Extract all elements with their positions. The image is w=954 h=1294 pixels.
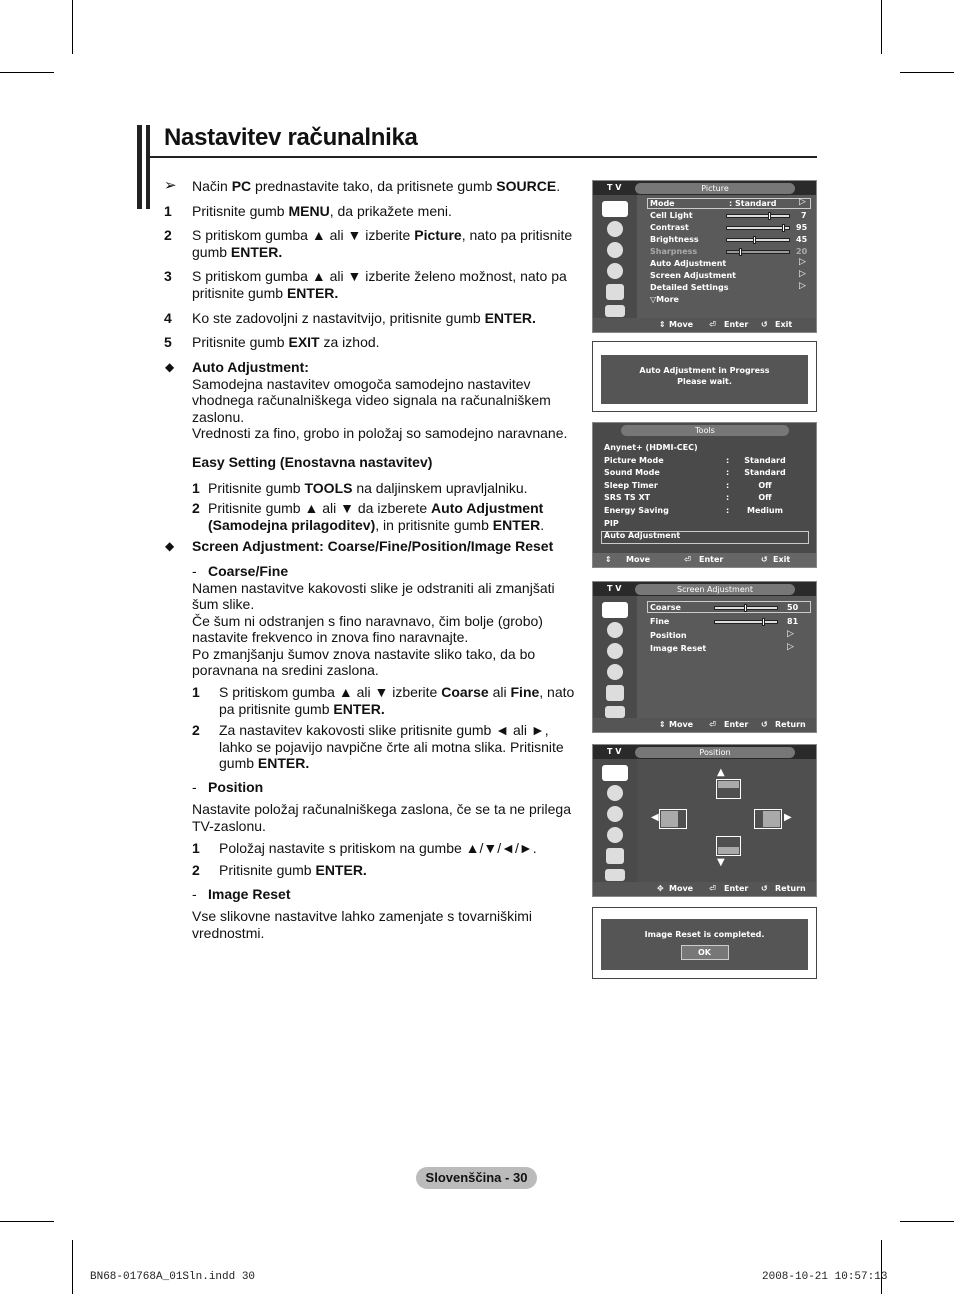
- tools-row-label[interactable]: SRS TS XT: [604, 493, 651, 503]
- picture-icon: [602, 765, 628, 781]
- step-number: 2: [164, 227, 172, 243]
- osd-row-fine: Fine: [650, 617, 670, 626]
- step-text: S pritiskom gumba ▲ ali ▼ izberite Coarse ali Fine, nato pa pritisnite gumb ENTER.: [219, 684, 575, 717]
- enter-icon: ⏎: [709, 320, 716, 329]
- foot-move: Move: [626, 555, 651, 564]
- sound-icon: [607, 785, 623, 801]
- osd-row-brightness: Brightness: [650, 235, 699, 244]
- osd-row-more[interactable]: ▽More: [650, 295, 679, 304]
- position-heading: Position: [208, 779, 264, 795]
- osd-footer: [593, 718, 816, 732]
- image-reset-text: Vse slikovne nastavitve lahko zamenjate s tovarniškimi vrednostmi.: [192, 908, 533, 941]
- ok-button[interactable]: OK: [681, 945, 729, 960]
- tools-row-value: Standard: [744, 455, 786, 465]
- title-rule: [150, 156, 817, 158]
- input-icon: [606, 685, 624, 701]
- dash: -: [192, 779, 197, 795]
- osd-tv-label: T V: [607, 584, 622, 593]
- step-number: 2: [192, 862, 200, 878]
- exit-icon: ↺: [761, 320, 768, 329]
- osd-row-detailed-settings[interactable]: Detailed Settings: [650, 283, 729, 292]
- osd-body: [637, 759, 816, 884]
- popup-line: Auto Adjustment in Progress: [639, 366, 770, 375]
- step-number: 3: [164, 268, 172, 284]
- return-icon: ↺: [761, 720, 768, 729]
- coarse-bar: [714, 606, 778, 610]
- step-number: 1: [164, 203, 172, 219]
- step-number: 1: [192, 684, 200, 700]
- step-number: 2: [192, 722, 200, 738]
- bullet-icon: ◆: [165, 539, 175, 553]
- osd-row-auto-adjustment[interactable]: Auto Adjustment: [650, 259, 727, 268]
- chevron-right-icon: ▷: [799, 269, 806, 279]
- channel-icon: [607, 242, 623, 258]
- channel-icon: [607, 806, 623, 822]
- slug-file: BN68-01768A_01Sln.indd 30: [90, 1271, 256, 1283]
- contrast-bar: [726, 226, 790, 230]
- foot-enter: Enter: [724, 320, 749, 329]
- auto-adjustment-popup: [592, 341, 817, 412]
- brightness-bar: [726, 238, 790, 242]
- foot-return: Return: [775, 884, 806, 893]
- tools-row-sep: :: [726, 493, 730, 503]
- step-text: Pritisnite gumb TOOLS na daljinskem upravljalniku.: [208, 480, 528, 496]
- step-text: S pritiskom gumba ▲ ali ▼ izberite Picture, nato pa pritisnite gumb ENTER.: [192, 227, 573, 260]
- application-icon: [605, 305, 625, 317]
- crop-mark: [881, 0, 882, 54]
- step-text: S pritiskom gumba ▲ ali ▼ izberite želeno možnost, nato pa pritisnite gumb ENTER.: [192, 268, 567, 301]
- osd-row-cell-light: Cell Light: [650, 211, 693, 220]
- step-text: Ko ste zadovoljni z nastavitvijo, pritisnite gumb ENTER.: [192, 310, 536, 326]
- osd-row-position[interactable]: Position: [650, 631, 687, 640]
- foot-enter: Enter: [724, 720, 749, 729]
- chevron-right-icon: ▷: [787, 642, 794, 652]
- tools-row-sep: :: [726, 480, 730, 490]
- foot-return: Return: [775, 720, 806, 729]
- step-number: 1: [192, 840, 200, 856]
- crop-mark: [0, 72, 54, 73]
- osd-body: [637, 596, 816, 720]
- osd-row-mode-value: : Standard: [729, 199, 777, 208]
- dash: -: [192, 563, 197, 579]
- step-text: Pritisnite gumb MENU, da prikažete meni.: [192, 203, 452, 219]
- foot-enter: Enter: [699, 555, 724, 564]
- bullet-icon: ◆: [165, 360, 175, 374]
- foot-move: Move: [669, 320, 694, 329]
- arrow-left-icon[interactable]: ◀: [651, 812, 659, 823]
- osd-title: Position: [635, 747, 795, 758]
- return-icon: ↺: [761, 884, 768, 893]
- slug-date: 2008-10-21 10:57:13: [762, 1271, 888, 1283]
- osd-screen-adjustment-menu: [592, 581, 817, 733]
- application-icon: [605, 706, 625, 718]
- foot-exit: Exit: [775, 320, 793, 329]
- dash: -: [192, 886, 197, 902]
- coarse-fine-section: Coarse/Fine Namen nastavitve kakovosti slike je odstraniti ali zmanjšati šum slike. Če šum ni odstranjen s fino naravnavo, čim bolje (grobo) nastavite frekvenco in znova fino naravnajte. Po zmanjšanju šumov znova nastavite sliko tako, da bo poravnana na sredini zaslona.: [192, 563, 555, 678]
- move-icon: ⇕: [605, 555, 612, 564]
- arrow-down-icon[interactable]: ▼: [717, 857, 725, 868]
- osd-sidebar: [593, 596, 637, 720]
- screen-adjustment-heading: Screen Adjustment: Coarse/Fine/Position/Image Reset: [192, 538, 554, 554]
- tools-row-label[interactable]: Picture Mode: [604, 455, 664, 465]
- setup-icon: [607, 664, 623, 680]
- osd-row-cell-light-value: 7: [801, 211, 807, 220]
- position-frame-bottom: [716, 836, 741, 856]
- osd-row-sharpness-value: 20: [796, 247, 808, 256]
- foot-exit: Exit: [773, 555, 791, 564]
- sound-icon: [607, 622, 623, 638]
- tools-row-label[interactable]: Anynet+ (HDMI-CEC): [604, 443, 698, 452]
- crop-mark: [900, 72, 954, 73]
- step-number: 5: [164, 334, 172, 350]
- osd-footer: [593, 318, 816, 332]
- crop-mark: [72, 1240, 73, 1294]
- osd-title: Screen Adjustment: [635, 584, 795, 595]
- input-icon: [606, 284, 624, 300]
- foot-move: Move: [669, 720, 694, 729]
- fine-bar: [714, 620, 778, 624]
- image-reset-heading: Image Reset: [208, 886, 291, 902]
- chevron-right-icon: ▷: [799, 281, 806, 291]
- title-bar-decoration: [146, 125, 150, 209]
- tools-row-label[interactable]: PIP: [604, 518, 619, 528]
- chevron-right-icon: ▷: [799, 257, 806, 267]
- tools-row-label[interactable]: Energy Saving: [604, 506, 669, 515]
- foot-enter: Enter: [724, 884, 749, 893]
- tools-row-label[interactable]: Auto Adjustment: [604, 531, 681, 541]
- osd-picture-menu: [592, 180, 817, 333]
- input-icon: [606, 848, 624, 864]
- auto-adjustment-section: Auto Adjustment: Samodejna nastavitev omogoča samodejno nastavitev vhodnega računalniškega video signala na računalniškem zaslonu. Vrednosti za fino, grobo in položaj so samodejno naravnane.: [192, 359, 568, 441]
- osd-row-image-reset[interactable]: Image Reset: [650, 644, 707, 653]
- intro-note: Način PC prednastavite tako, da pritisnete gumb SOURCE.: [192, 178, 561, 194]
- page-title: Nastavitev računalnika: [164, 124, 418, 151]
- arrow-right-icon[interactable]: ▶: [784, 812, 792, 823]
- cell-light-bar: [726, 214, 790, 218]
- step-text: Za nastavitev kakovosti slike pritisnite gumb ◄ ali ►, lahko se pojavijo navpične črte ali motna slika. Pritisnite gumb ENTER.: [219, 722, 564, 771]
- enter-icon: ⏎: [709, 884, 716, 893]
- osd-row-coarse: Coarse: [650, 603, 681, 612]
- title-bar-decoration: [137, 125, 142, 209]
- osd-row-contrast-value: 95: [796, 223, 808, 232]
- exit-icon: ↺: [761, 555, 768, 564]
- tools-row-value: Medium: [747, 506, 783, 515]
- move-icon: ⇕: [659, 320, 666, 329]
- osd-sidebar: [593, 195, 637, 320]
- popup-line: Please wait.: [677, 377, 732, 386]
- setup-icon: [607, 827, 623, 843]
- easy-setting-heading: Easy Setting (Enostavna nastavitev): [192, 454, 433, 470]
- enter-icon: ⏎: [684, 555, 691, 564]
- tools-row-value: Standard: [744, 468, 786, 478]
- step-number: 4: [164, 310, 172, 326]
- intro-arrow: ➢: [164, 177, 177, 194]
- osd-row-coarse-value: 50: [787, 603, 799, 612]
- tools-row-label[interactable]: Sleep Timer: [604, 480, 658, 490]
- enter-icon: ⏎: [709, 720, 716, 729]
- osd-row-sharpness: Sharpness: [650, 247, 698, 256]
- crop-mark: [0, 1221, 54, 1222]
- osd-tools-menu: [592, 422, 817, 568]
- crop-mark: [900, 1221, 954, 1222]
- channel-icon: [607, 643, 623, 659]
- chevron-right-icon: ▷: [799, 197, 806, 207]
- position-frame-right: [754, 809, 782, 829]
- crop-mark: [881, 1240, 882, 1294]
- osd-tv-label: T V: [607, 183, 622, 192]
- tools-row-label[interactable]: Sound Mode: [604, 468, 660, 478]
- tools-row-sep: :: [726, 506, 730, 515]
- osd-tv-label: T V: [607, 747, 622, 756]
- step-text: Pritisnite gumb ENTER.: [219, 862, 367, 878]
- osd-body: [637, 195, 816, 320]
- picture-icon: [602, 201, 628, 217]
- osd-row-brightness-value: 45: [796, 235, 808, 244]
- osd-footer: [593, 553, 816, 567]
- popup-line: Image Reset is completed.: [644, 930, 765, 939]
- tools-row-value: Off: [758, 480, 772, 490]
- foot-move: Move: [669, 884, 694, 893]
- osd-position-menu: [592, 744, 817, 897]
- chevron-right-icon: ▷: [787, 629, 794, 639]
- position-frame-top: [716, 779, 741, 799]
- step-number: 2: [192, 500, 200, 516]
- step-text: Pritisnite gumb ▲ ali ▼ da izberete Auto Adjustment (Samodejna prilagoditev), in pritisnite gumb ENTER.: [208, 500, 545, 533]
- osd-footer: [593, 882, 816, 896]
- osd-title: Tools: [621, 425, 789, 436]
- step-text: Položaj nastavite s pritiskom na gumbe ▲/▼/◄/►.: [219, 840, 537, 856]
- osd-title: Picture: [635, 183, 795, 194]
- picture-icon: [602, 602, 628, 618]
- osd-row-mode: Mode: [650, 199, 675, 208]
- step-number: 1: [192, 480, 200, 496]
- tools-row-value: Off: [758, 493, 772, 503]
- move-icon: ✥: [657, 884, 664, 893]
- tools-row-sep: :: [726, 468, 730, 478]
- sound-icon: [607, 221, 623, 237]
- osd-row-screen-adjustment[interactable]: Screen Adjustment: [650, 271, 737, 280]
- osd-row-contrast: Contrast: [650, 223, 689, 232]
- osd-sidebar: [593, 759, 637, 884]
- move-icon: ⇕: [659, 720, 666, 729]
- position-text: Nastavite položaj računalniškega zaslona, če se ta ne prilega TV-zaslonu.: [192, 801, 572, 834]
- crop-mark: [72, 0, 73, 54]
- position-frame-left: [659, 809, 687, 829]
- setup-icon: [607, 263, 623, 279]
- sharpness-bar: [726, 250, 790, 254]
- arrow-up-icon[interactable]: ▲: [717, 767, 725, 778]
- image-reset-popup: [592, 907, 817, 979]
- tools-row-sep: :: [726, 455, 730, 465]
- page-number-badge: Slovenščina - 30: [416, 1167, 537, 1189]
- osd-row-fine-value: 81: [787, 617, 799, 626]
- step-text: Pritisnite gumb EXIT za izhod.: [192, 334, 380, 350]
- application-icon: [605, 869, 625, 881]
